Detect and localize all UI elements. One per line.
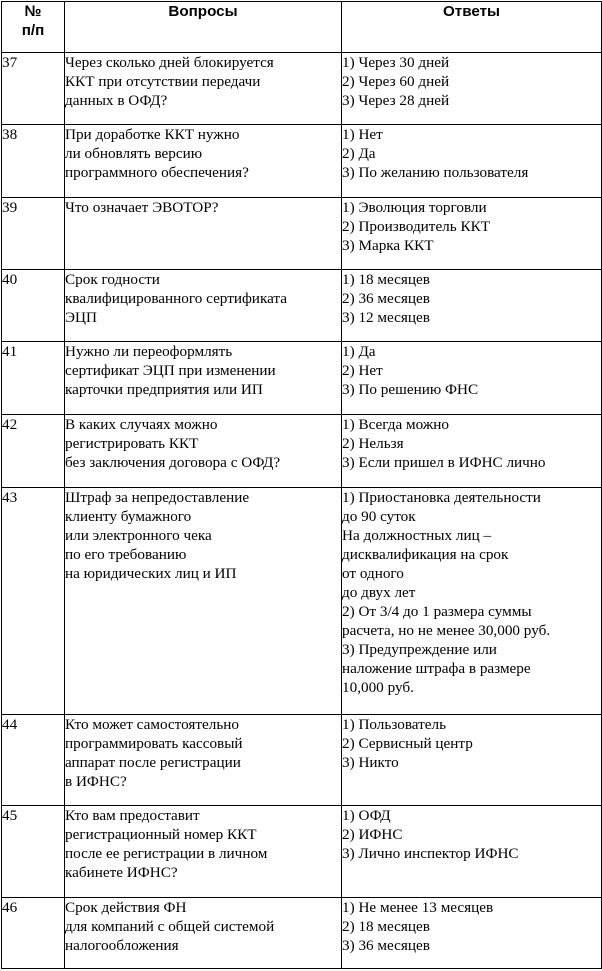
number-header-line1: № (24, 3, 42, 20)
answers-cell (342, 488, 602, 715)
column-header-number (2, 2, 65, 53)
question-line: ЭЦП (65, 309, 97, 326)
answer-line: 1) Пользователь (342, 716, 447, 733)
row-number: 40 (2, 270, 65, 342)
answers-cell (342, 125, 602, 198)
question-line: кабинете ИФНС? (65, 864, 178, 881)
answers-cell (342, 415, 602, 488)
qa-table (1, 1, 602, 969)
column-header-answers: Ответы (342, 2, 602, 53)
question-line: карточки предприятия или ИП (65, 381, 263, 398)
answer-line: дисквалификация на срок (342, 546, 509, 563)
answer-line: 3) Предупреждение или (342, 641, 497, 658)
question-line: клиенту бумажного (65, 508, 192, 525)
question-cell (65, 488, 342, 715)
question-line: регистрационный номер ККТ (65, 826, 257, 843)
question-cell (65, 198, 342, 270)
answer-line: 2) ИФНС (342, 826, 403, 843)
table-row (2, 488, 602, 715)
question-line: В каких случаях можно (65, 416, 218, 433)
question-line: Срок годности (65, 271, 160, 288)
table-header-row (2, 2, 602, 53)
table-row (2, 270, 602, 342)
column-header-questions: Вопросы (65, 2, 342, 53)
question-line: аппарат после регистрации (65, 754, 241, 771)
row-number: 38 (2, 125, 65, 198)
answer-line: наложение штрафа в размере (342, 660, 531, 677)
answer-line: 1) ОФД (342, 807, 391, 824)
answer-line: 2) Да (342, 145, 376, 162)
answer-line: 3) По решению ФНС (342, 381, 479, 398)
answer-line: 1) 18 месяцев (342, 271, 430, 288)
answer-line: 3) По желанию пользователя (342, 164, 529, 181)
table-row (2, 198, 602, 270)
answer-line: 1) Эволюция торговли (342, 199, 487, 216)
answer-line: 3) Через 28 дней (342, 92, 450, 109)
question-cell (65, 715, 342, 806)
question-cell (65, 342, 342, 415)
answers-cell (342, 898, 602, 969)
question-line: Штраф за непредоставление (65, 489, 250, 506)
row-number: 46 (2, 898, 65, 969)
answer-line: 1) Да (342, 343, 376, 360)
answer-line: 1) Приостановка деятельности (342, 489, 541, 506)
question-line: без заключения договора с ОФД? (65, 454, 281, 471)
question-line: налогообложения (65, 937, 179, 954)
question-line: Кто может самостоятельно (65, 716, 239, 733)
answers-cell (342, 806, 602, 898)
row-number: 45 (2, 806, 65, 898)
question-line: данных в ОФД? (65, 92, 168, 109)
answer-line: 2) Сервисный центр (342, 735, 473, 752)
answers-cell (342, 715, 602, 806)
question-cell (65, 806, 342, 898)
answer-line: от одного (342, 565, 404, 582)
table-row (2, 898, 602, 969)
answer-line: 1) Не менее 13 месяцев (342, 899, 494, 916)
row-number: 42 (2, 415, 65, 488)
question-line: для компаний с общей системой (65, 918, 275, 935)
answer-line: до 90 суток (342, 508, 416, 525)
table-row (2, 53, 602, 125)
question-cell (65, 898, 342, 969)
answer-line: 2) Нет (342, 362, 383, 379)
answer-line: 2) От 3/4 до 1 размера суммы (342, 603, 532, 620)
question-line: на юридических лиц и ИП (65, 565, 237, 582)
answer-line: 2) 36 месяцев (342, 290, 430, 307)
answer-line: до двух лет (342, 584, 416, 601)
answers-cell (342, 342, 602, 415)
answer-line: 1) Нет (342, 126, 383, 143)
answer-line: 3) 36 месяцев (342, 937, 430, 954)
answers-cell (342, 270, 602, 342)
answer-line: 2) Нельзя (342, 435, 404, 452)
row-number: 44 (2, 715, 65, 806)
answer-line: 3) Если пришел в ИФНС лично (342, 454, 546, 471)
answer-line: 1) Через 30 дней (342, 54, 450, 71)
table-row (2, 415, 602, 488)
question-line: сертификат ЭЦП при изменении (65, 362, 276, 379)
question-line: после ее регистрации в личном (65, 845, 268, 862)
answer-line: 1) Всегда можно (342, 416, 450, 433)
question-line: ККТ при отсутствии передачи (65, 73, 261, 90)
question-line: Через сколько дней блокируется (65, 54, 274, 71)
question-cell (65, 53, 342, 125)
answer-line: расчета, но не менее 30,000 руб. (342, 622, 551, 639)
question-line: регистрировать ККТ (65, 435, 199, 452)
table-row (2, 715, 602, 806)
question-line: Срок действия ФН (65, 899, 187, 916)
question-line: по его требованию (65, 546, 187, 563)
answer-line: 2) Производитель ККТ (342, 218, 491, 235)
question-line: Кто вам предоставит (65, 807, 200, 824)
row-number: 37 (2, 53, 65, 125)
answers-cell (342, 198, 602, 270)
table-row (2, 125, 602, 198)
question-line: квалифицированного сертификата (65, 290, 287, 307)
question-line: При доработке ККТ нужно (65, 126, 240, 143)
answer-line: 2) Через 60 дней (342, 73, 450, 90)
question-line: Что означает ЭВОТОР? (65, 199, 219, 216)
row-number: 41 (2, 342, 65, 415)
answers-cell (342, 53, 602, 125)
answer-line: 3) 12 месяцев (342, 309, 430, 326)
table-body (2, 53, 602, 969)
table-row (2, 806, 602, 898)
answer-line: На должностных лиц – (342, 527, 492, 544)
question-line: в ИФНС? (65, 773, 127, 790)
row-number: 39 (2, 198, 65, 270)
answer-line: 3) Марка ККТ (342, 237, 434, 254)
answer-line: 3) Никто (342, 754, 399, 771)
number-header-line2: п/п (21, 22, 45, 39)
answer-line: 3) Лично инспектор ИФНС (342, 845, 519, 862)
question-line: программировать кассовый (65, 735, 243, 752)
question-line: или электронного чека (65, 527, 212, 544)
question-cell (65, 125, 342, 198)
question-line: ли обновлять версию (65, 145, 203, 162)
question-line: Нужно ли переоформлять (65, 343, 233, 360)
question-cell (65, 415, 342, 488)
row-number: 43 (2, 488, 65, 715)
answer-line: 2) 18 месяцев (342, 918, 430, 935)
question-line: программного обеспечения? (65, 164, 249, 181)
question-cell (65, 270, 342, 342)
answer-line: 10,000 руб. (342, 679, 414, 696)
table-row (2, 342, 602, 415)
